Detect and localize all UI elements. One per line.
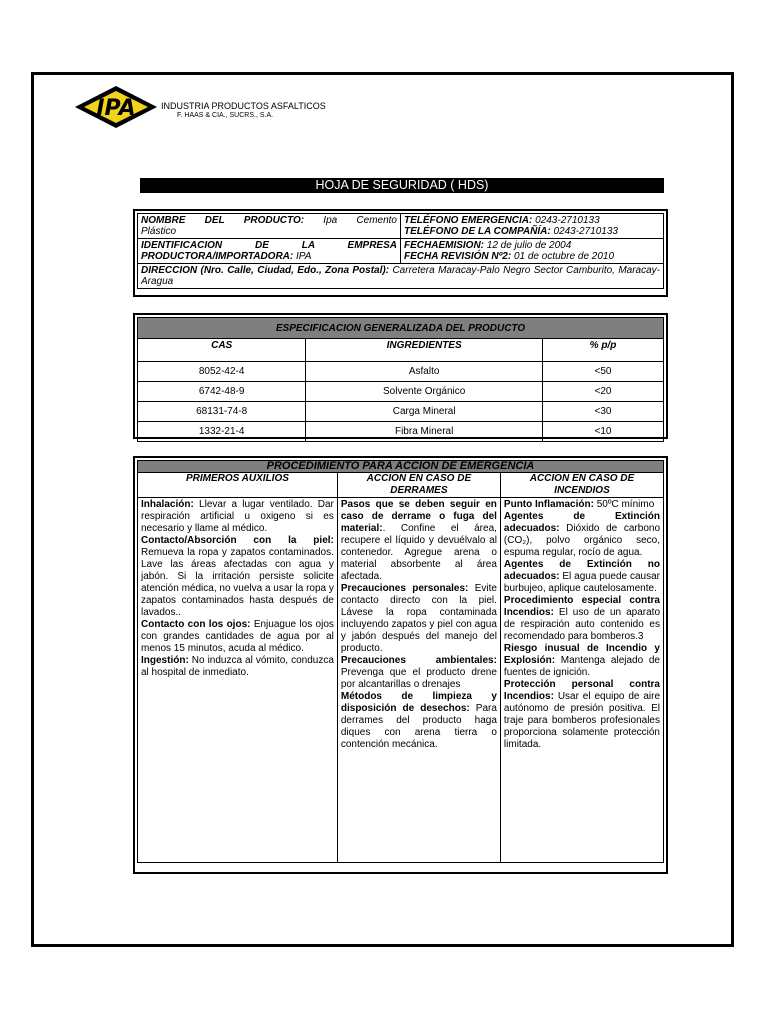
company-sub: F. HAAS & CIA., SUCRS., S.A. [177,112,274,119]
emergency-phone-label: TELÉFONO EMERGENCIA: [404,215,533,226]
emission-label: FECHAEMISION: [404,240,484,251]
table-row [138,402,664,422]
list-item: Agentes de Extinción no adecuados: El agua puede causar burbujeo, aplique cautelosamente. [503,559,661,594]
list-item: Procedimiento especial contra Incendios: El uso de un aparato de respiración auto contenido es recomendado para bomberos.3 [503,595,660,642]
address-cell [138,264,664,289]
cas-cell: 6742-48-9 [138,382,306,402]
list-item: Protección personal contra Incendios: Usar el equipo de aire autónomo de presión positiva. El traje para bomberos profesionales proporciona solamente protección limitada. [503,679,660,750]
product-name-value-2: Plástico [141,226,177,237]
procedure-box [133,456,668,874]
table-row [138,422,664,442]
list-item: Punto Inflamación: 50ºC mínimo [503,499,655,510]
logo-text: IPA [96,96,136,121]
document-title: HOJA DE SEGURIDAD ( HDS) [140,178,664,193]
list-item: Riesgo inusual de Incendio y Explosión: Mantenga alejado de fuentes de ignición. [503,643,660,678]
table-row [138,362,664,382]
cas-cell: 68131-74-8 [138,402,306,422]
percent-cell: <30 [543,402,664,422]
ingredient-cell: Asfalto [306,362,543,382]
phone-cell [401,214,664,239]
company-block [161,101,326,121]
address-value: Carretera Maracay-Palo Negro Sector Camburito, Maracay-Aragua [141,265,660,287]
spill-header: ACCION EN CASO DE DERRAMES [337,473,500,498]
company-name: INDUSTRIA PRODUCTOS ASFALTICOS [161,101,326,111]
list-item: Inhalación: Llevar a lugar ventilado. Dar respiración artificial u oxigeno si es necesario y llame al médico. [141,499,334,534]
product-name-cell [138,214,401,239]
company-id-label-1: IDENTIFICACION DE LA EMPRESA [141,240,397,251]
ingredient-cell: Carga Mineral [306,402,543,422]
list-item: Precauciones ambientales: Prevenga que el producto drene por alcantarillas o drenajes [340,655,497,690]
list-item: Pasos que se deben seguir en caso de derrame o fuga del material:. Confine el área, recupere el líquido y devuélvalo al contenedor. Agregue arena o material absorbente al área afectada. [340,499,497,582]
percent-cell: <50 [543,362,664,382]
ingredient-cell: Solvente Orgánico [306,382,543,402]
spill-cell [337,498,500,863]
procedure-title: PROCEDIMIENTO PARA ACCION DE EMERGENCIA [138,461,664,473]
list-item: Agentes de Extinción adecuados: Dióxido de carbono (CO₂), polvo orgánico seco, espuma regular, rocío de agua. [503,511,661,558]
col-header-ingredients: INGREDIENTES [306,339,543,362]
product-info-box [133,209,668,297]
cas-cell: 8052-42-4 [138,362,306,382]
list-item: Contacto/Absorción con la piel: Remueva la ropa y zapatos contaminados. Lave las áreas afectadas con agua y jabón. Si la irritación persiste solicite atención médica, no vuelva a usar la ropa y zapatos contaminados hasta después de lavados.. [141,535,334,618]
company-phone-label: TELÉFONO DE LA COMPAÑÍA: [404,226,551,237]
spec-box [133,313,668,439]
company-id-value: IPA [296,251,312,262]
product-name-value-1: Ipa Cemento [323,215,397,226]
address-label: DIRECCION (Nro. Calle, Ciudad, Edo., Zona Postal): [141,265,390,276]
list-item: Precauciones personales: Evite contacto directo con la piel. Lávese la ropa contaminada incluyendo zapatos y piel con agua y jabón después del manejo del producto. [340,583,497,654]
list-item: Métodos de limpieza y disposición de desechos: Para derrames del producto haga diques con arena tierra o contención mecánica. [340,691,497,750]
revision-value: 01 de octubre de 2010 [513,251,615,262]
dates-cell [401,239,664,264]
col-header-cas: CAS [138,339,306,362]
revision-label: FECHA REVISIÓN Nº2: [404,251,512,262]
product-info-table [137,213,664,289]
cas-cell: 1332-21-4 [138,422,306,442]
spec-title: ESPECIFICACION GENERALIZADA DEL PRODUCTO [138,318,664,339]
table-row [138,382,664,402]
first-aid-cell [138,498,338,863]
fire-cell [500,498,663,863]
procedure-table [137,460,664,863]
list-item: Contacto con los ojos: Enjuague los ojos con grandes cantidades de agua por al menos 15 minutos, acuda al médico. [141,619,334,654]
company-id-cell [138,239,401,264]
col-header-percent: % p/p [543,339,664,362]
product-name-label: NOMBRE DEL PRODUCTO: [141,215,305,226]
emergency-phone-value: 0243-2710133 [535,215,600,226]
company-phone-value: 0243-2710133 [553,226,618,237]
ingredient-cell: Fibra Mineral [306,422,543,442]
ipa-logo-icon [74,85,158,129]
list-item: Ingestión: No induzca al vómito, conduzca al hospital de inmediato. [141,655,334,678]
first-aid-header: PRIMEROS AUXILIOS [138,473,338,498]
emission-value: 12 de julio de 2004 [486,240,572,251]
percent-cell: <10 [543,422,664,442]
company-id-label-2: PRODUCTORA/IMPORTADORA: [141,251,294,262]
fire-header: ACCION EN CASO DE INCENDIOS [500,473,663,498]
spec-table [137,317,664,442]
percent-cell: <20 [543,382,664,402]
